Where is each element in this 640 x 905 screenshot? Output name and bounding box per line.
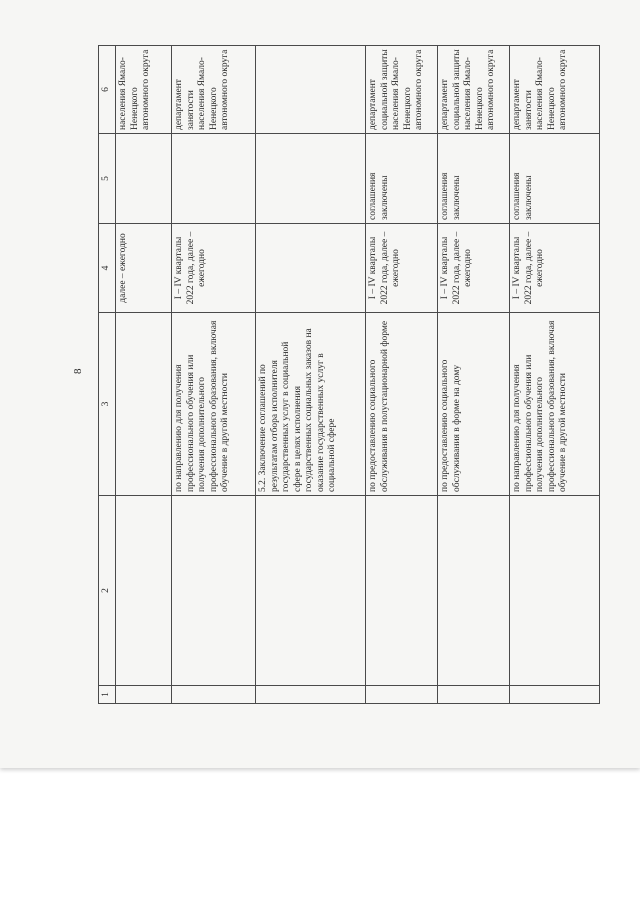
table-cell <box>366 686 438 704</box>
table-cell: далее – ежегодно <box>116 224 172 313</box>
table-cell: департамент социальной защиты населения Ямало-Ненецкого автономного округа <box>438 46 510 134</box>
table-cell: I – IV кварталы 2022 года, далее – ежегодно <box>510 224 600 313</box>
table-cell: I – IV кварталы 2022 года, далее – ежегодно <box>366 224 438 313</box>
table-cell <box>172 496 256 686</box>
header-cell-4: 4 <box>99 224 116 313</box>
table-cell <box>116 134 172 224</box>
table-cell: I – IV кварталы 2022 года, далее – ежегодно <box>438 224 510 313</box>
table-cell <box>116 496 172 686</box>
table-cell: соглашения заключены <box>366 134 438 224</box>
rotated-table-container <box>98 46 596 704</box>
table-cell: департамент занятости населения Ямало-Ненецкого автономного округа <box>510 46 600 134</box>
header-cell-6: 6 <box>99 46 116 134</box>
table-row <box>438 46 510 704</box>
table-cell <box>116 686 172 704</box>
header-cell-2: 2 <box>99 496 116 686</box>
table-cell <box>172 134 256 224</box>
table-cell: по предоставлению социального обслуживания в форме на дому <box>438 313 510 496</box>
table-cell <box>256 224 366 313</box>
table-row <box>172 46 256 704</box>
table-cell: департамент занятости населения Ямало-Ненецкого автономного округа <box>172 46 256 134</box>
page-number: 8 <box>72 368 84 374</box>
table-cell <box>438 686 510 704</box>
header-cell-1: 1 <box>99 686 116 704</box>
table-cell <box>116 313 172 496</box>
table-cell <box>172 686 256 704</box>
table-cell: по направлению для получения профессионального обучения или получения дополнительного профессионального образования, включая обучение в другой местности <box>510 313 600 496</box>
table-cell: 5.2. Заключение соглашений по результатам отбора исполнителя государственных услуг в социальной сфере в целях исполнения государственных социальных заказов на оказание государственных услуг в социальной сфере <box>256 313 366 496</box>
table-cell: соглашения заключены <box>438 134 510 224</box>
table-cell: по предоставлению социального обслуживания в полустационарной форме <box>366 313 438 496</box>
table-cell: по направлению для получения профессионального обучения или получения дополнительного профессионального образования, включая обучение в другой местности <box>172 313 256 496</box>
table-row <box>256 46 366 704</box>
table-cell <box>256 686 366 704</box>
table-header-row <box>99 46 116 704</box>
plan-table <box>98 45 600 704</box>
table-cell <box>510 686 600 704</box>
table-row <box>510 46 600 704</box>
table-row <box>116 46 172 704</box>
table-row <box>366 46 438 704</box>
table-cell <box>256 496 366 686</box>
table-cell <box>366 496 438 686</box>
table-cell <box>256 46 366 134</box>
table-cell: населения Ямало-Ненецкого автономного округа <box>116 46 172 134</box>
table-cell: департамент социальной защиты населения Ямало-Ненецкого автономного округа <box>366 46 438 134</box>
table-cell: I – IV кварталы 2022 года, далее – ежегодно <box>172 224 256 313</box>
table-cell <box>438 496 510 686</box>
table-cell <box>256 134 366 224</box>
table-cell <box>510 496 600 686</box>
header-cell-3: 3 <box>99 313 116 496</box>
table-cell: соглашения заключены <box>510 134 600 224</box>
header-cell-5: 5 <box>99 134 116 224</box>
